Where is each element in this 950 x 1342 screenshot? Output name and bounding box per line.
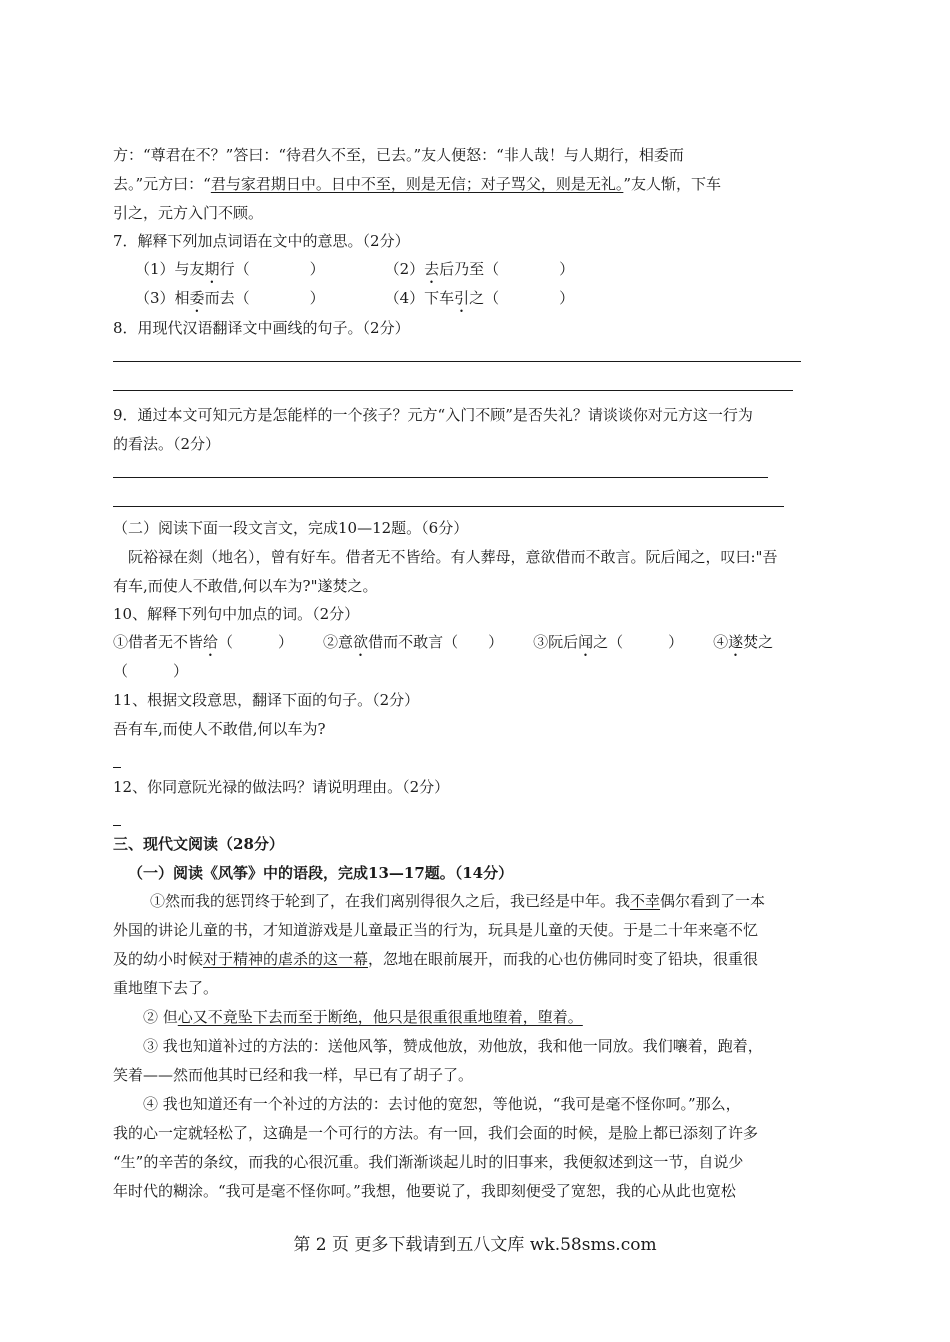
para-3-line-1: ③ 我也知道补过的方法的：送他风筝，赞成他放，劝他放，我和他一同放。我们嚷着，跑着， [143, 1037, 763, 1055]
para-4-line-1: ④ 我也知道还有一个补过的方法的：去讨他的宽恕，等他说，“我可是毫不怪你呵。”那么， [143, 1095, 741, 1113]
para-4-line-3: “生”的辛苦的条纹，而我的心很沉重。我们渐渐谈起儿时的旧事来，我便叙述到这一节，自说少 [113, 1153, 744, 1171]
para-4-line-2: 我的心一定就轻松了，这确是一个可行的方法。有一回，我们会面的时候，是脸上都已添刻了许多 [113, 1124, 759, 1142]
question-7: 7．解释下列加点词语在文中的意思。（2分） [113, 232, 410, 250]
answer-line[interactable] [113, 506, 784, 507]
passage-line-3: 引之，元方入门不顾。 [113, 204, 264, 222]
question-10-items: ①借者无不皆给（ ） ②意欲借而不敢言（ ） ③阮后闻之（ ） ④遂焚之 [113, 633, 774, 651]
question-10-last-blank: （ ） [113, 662, 189, 680]
para-1-line-4: 重地堕下去了。 [113, 979, 219, 997]
question-7-row-2: （3）相委而去（ ） （4）下车引之（ ） [135, 289, 575, 307]
para-1-line-2: 外国的讲论儿童的书，才知道游戏是儿童最正当的行为，玩具是儿童的天使。于是二十年来毫不忆 [113, 921, 759, 939]
para-1-line-1: ①然而我的惩罚终于轮到了，在我们离别得很久之后，我已经是中年。我不幸偶尔看到了一本 [150, 892, 766, 910]
para-1-line-3: 及的幼小时候对于精神的虐杀的这一幕，忽地在眼前展开，而我的心也仿佛同时变了铅块，很重很 [113, 950, 759, 968]
answer-line[interactable] [113, 477, 768, 478]
passage-line-2: 去。”元方曰：“君与家君期日中。日中不至，则是无信；对子骂父，则是无礼。”友人惭，下车 [113, 175, 722, 193]
question-8: 8．用现代汉语翻译文中画线的句子。（2分） [113, 319, 410, 337]
page-footer: 第 2 页 更多下载请到五八文库 wk.58sms.com [293, 1235, 657, 1255]
answer-line[interactable] [113, 390, 793, 391]
question-9-line-1: 9．通过本文可知元方是怎能样的一个孩子？元方“入门不顾”是否失礼？请谈谈你对元方这一行为 [113, 406, 753, 424]
question-9-line-2: 的看法。（2分） [113, 435, 221, 453]
question-11: 11、根据文段意思，翻译下面的句子。（2分） [113, 691, 420, 709]
section-3-subheading: （一）阅读《风筝》中的语段，完成13—17题。（14分） [128, 864, 514, 882]
question-12: 12、你同意阮光禄的做法吗？请说明理由。（2分） [113, 778, 450, 796]
section-2-passage-line-2: 有车,而使人不敢借,何以车为?"遂焚之。 [113, 577, 378, 595]
answer-line[interactable] [113, 361, 801, 362]
section-2-heading: （二）阅读下面一段文言文，完成10—12题。（6分） [113, 519, 469, 537]
section-2-passage-line-1: 阮裕禄在剡（地名），曾有好车。借者无不皆给。有人葬母，意欲借而不敢言。阮后闻之，叹曰:"吾 [128, 548, 778, 566]
question-10: 10、解释下列句中加点的词。（2分） [113, 605, 360, 623]
para-2: ② 但心又不竟坠下去而至于断绝，他只是很重很重地堕着，堕着。 [143, 1008, 583, 1026]
answer-mark [113, 814, 121, 834]
para-4-line-4: 年时代的糊涂。“我可是毫不怪你呵。”我想，他要说了，我即刻便受了宽恕，我的心从此也宽松 [113, 1182, 736, 1200]
answer-mark [113, 756, 121, 776]
question-11-sentence: 吾有车,而使人不敢借,何以车为? [113, 720, 326, 738]
question-7-row-1: （1）与友期行（ ） （2）去后乃至（ ） [135, 260, 575, 278]
passage-line-1: 方：“尊君在不？”答曰：“待君久不至，已去。”友人便怒：“非人哉！与人期行，相委而 [113, 146, 684, 164]
section-3-heading: 三、现代文阅读（28分） [113, 835, 284, 853]
para-3-line-2: 笑着——然而他其时已经和我一样，早已有了胡子了。 [113, 1066, 474, 1084]
underlined-sentence: 君与家君期日中。日中不至，则是无信；对子骂父，则是无礼。 [210, 175, 624, 193]
